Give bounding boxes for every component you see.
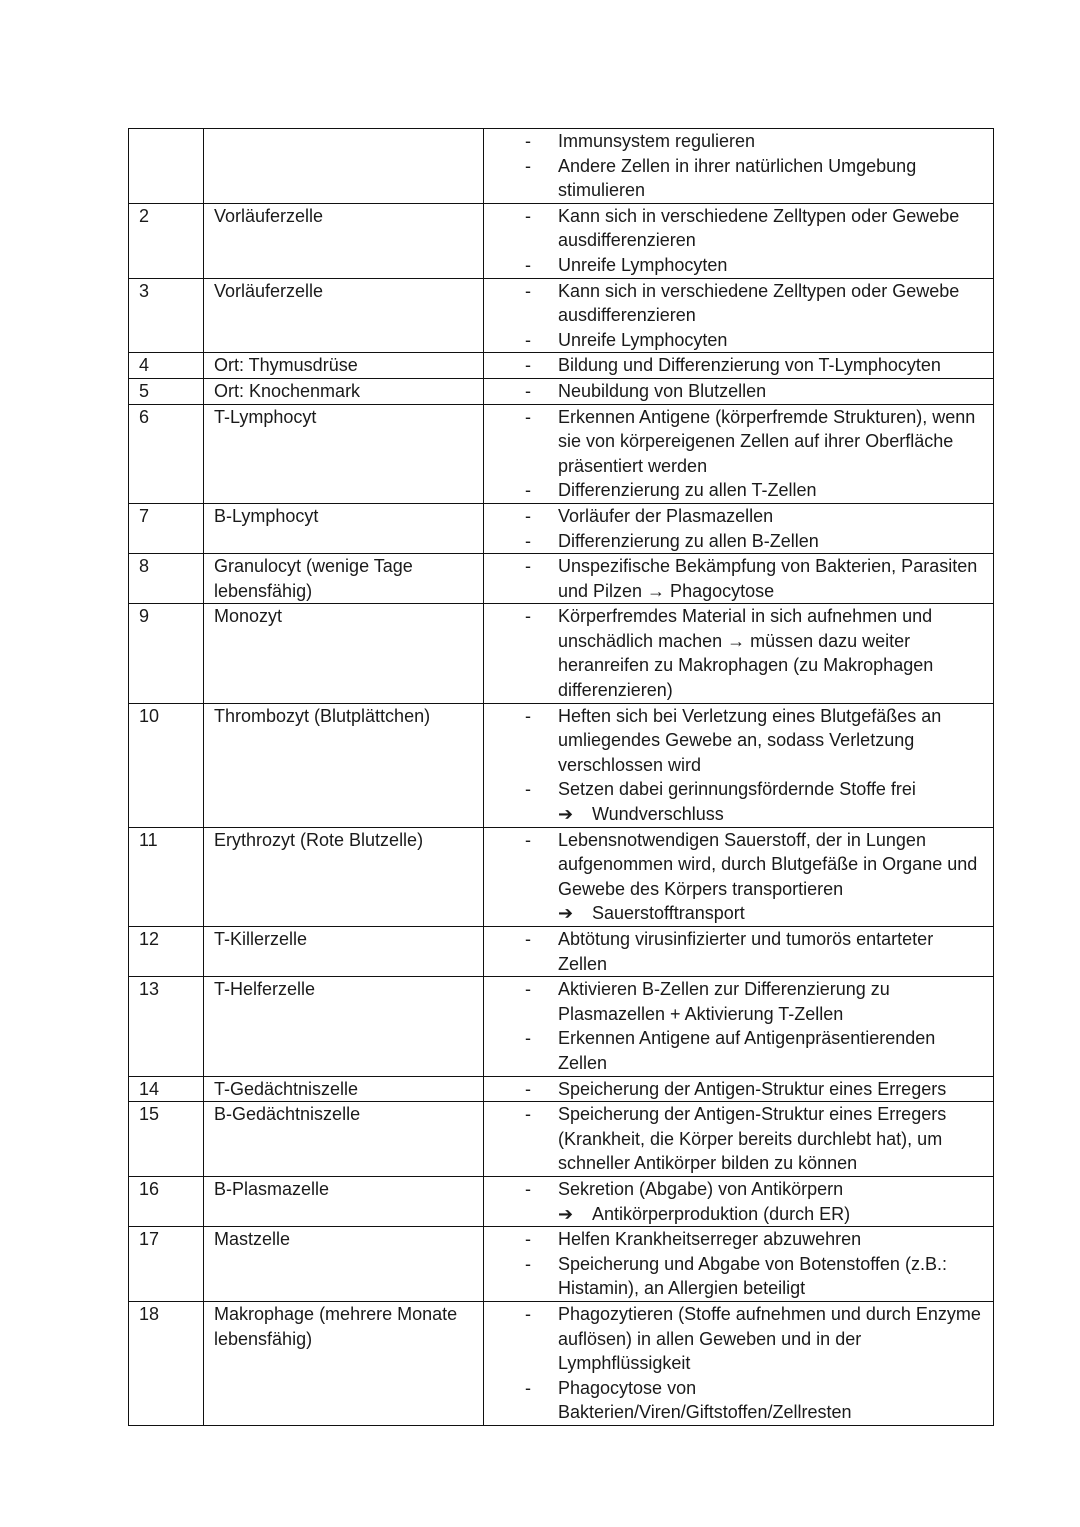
- row-number: 6: [129, 404, 204, 503]
- dash-bullet-icon: -: [525, 329, 531, 350]
- dash-bullet-icon: -: [525, 205, 531, 226]
- bullet-item: [484, 828, 993, 902]
- dash-bullet-icon: -: [525, 355, 531, 376]
- bullet-text: Kann sich in verschiedene Zelltypen oder Gewebe ausdifferenzieren: [558, 205, 960, 251]
- dash-bullet-icon: -: [525, 606, 531, 627]
- indent-spacer: [484, 1202, 558, 1227]
- row-number: 9: [129, 604, 204, 703]
- row-number: 8: [129, 554, 204, 604]
- cell-description: [484, 353, 994, 379]
- dash-bullet-icon: -: [525, 380, 531, 401]
- bullet-item: [484, 279, 993, 328]
- cell-name: Vorläuferzelle: [204, 278, 484, 353]
- cell-name: Granulocyt (wenige Tage lebensfähig): [204, 554, 484, 604]
- cell-description: [484, 554, 994, 604]
- cell-name: Erythrozyt (Rote Blutzelle): [204, 827, 484, 926]
- bullet-text: Unreife Lymphocyten: [558, 329, 728, 350]
- bullet-text: Setzen dabei gerinnungsfördernde Stoffe frei: [558, 779, 916, 800]
- bullet-text: Speicherung der Antigen-Struktur eines Erregers (Krankheit, die Körper bereits durchlebt hat), um schneller Antikörper bilden zu können: [558, 1104, 947, 1174]
- cell-name: Ort: Knochenmark: [204, 378, 484, 404]
- cell-name: Mastzelle: [204, 1227, 484, 1302]
- dash-bullet-icon: -: [525, 1303, 531, 1324]
- bullet-text: Speicherung und Abgabe von Botenstoffen (z.B.: Histamin), an Allergien beteiligt: [558, 1253, 947, 1299]
- bullet-text: Erkennen Antigene auf Antigenpräsentierenden Zellen: [558, 1028, 936, 1073]
- bullet-item: [484, 927, 993, 976]
- cell-name: B-Lymphocyt: [204, 503, 484, 553]
- bullet-item: [484, 1077, 993, 1102]
- cell-name: [204, 129, 484, 204]
- dash-bullet-icon: -: [525, 280, 531, 301]
- bullet-text: Heften sich bei Verletzung eines Blutgefäßes an umliegendes Gewebe an, sodass Verletzung verschlossen wird: [558, 705, 942, 775]
- dash-bullet-icon: -: [525, 705, 531, 726]
- cell-name: Vorläuferzelle: [204, 203, 484, 278]
- bullet-item: [484, 1102, 993, 1176]
- bullet-text: Vorläufer der Plasmazellen: [558, 505, 774, 526]
- table-row: [129, 554, 994, 604]
- row-number: 11: [129, 827, 204, 926]
- cell-description: [484, 827, 994, 926]
- table-row: [129, 1227, 994, 1302]
- bullet-item: [484, 777, 993, 802]
- table-row: [129, 278, 994, 353]
- bullet-text: Differenzierung zu allen T-Zellen: [558, 480, 817, 501]
- dash-bullet-icon: -: [525, 406, 531, 427]
- cell-description: [484, 1227, 994, 1302]
- bullet-item: [484, 129, 993, 154]
- table-row: [129, 1102, 994, 1177]
- dash-bullet-icon: -: [525, 254, 531, 275]
- table-row: [129, 604, 994, 703]
- table-row: [129, 203, 994, 278]
- bullet-text: Speicherung der Antigen-Struktur eines Erregers: [558, 1078, 947, 1099]
- cell-name: T-Killerzelle: [204, 927, 484, 977]
- bullet-text: Neubildung von Blutzellen: [558, 380, 767, 401]
- bullet-item: [484, 504, 993, 529]
- row-number: 12: [129, 927, 204, 977]
- arrow-right-icon: ➔: [558, 903, 574, 924]
- row-number: 2: [129, 203, 204, 278]
- cell-description: [484, 129, 994, 204]
- row-number: 17: [129, 1227, 204, 1302]
- cell-description: [484, 378, 994, 404]
- table-row: [129, 1176, 994, 1226]
- arrow-right-icon: ➔: [558, 1203, 574, 1224]
- cell-description: [484, 503, 994, 553]
- bullet-item: [484, 1376, 993, 1425]
- dash-bullet-icon: -: [525, 779, 531, 800]
- cell-name: B-Gedächtniszelle: [204, 1102, 484, 1177]
- row-number: 18: [129, 1301, 204, 1425]
- cell-description: [484, 203, 994, 278]
- dash-bullet-icon: -: [525, 1377, 531, 1398]
- bullet-text: Differenzierung zu allen B-Zellen: [558, 530, 819, 551]
- bullet-item: [484, 253, 993, 278]
- bullet-text: Bildung und Differenzierung von T-Lymphocyten: [558, 355, 941, 376]
- bullet-text: Helfen Krankheitserreger abzuwehren: [558, 1229, 862, 1250]
- cell-description: [484, 1301, 994, 1425]
- bullet-item: [484, 478, 993, 503]
- dash-bullet-icon: -: [525, 829, 531, 850]
- bullet-item: [484, 328, 993, 353]
- table-row: [129, 977, 994, 1076]
- cell-description: [484, 1176, 994, 1226]
- table-row: [129, 827, 994, 926]
- row-number: 13: [129, 977, 204, 1076]
- cell-name: T-Helferzelle: [204, 977, 484, 1076]
- bullet-item: [484, 604, 993, 702]
- row-number: 4: [129, 353, 204, 379]
- dash-bullet-icon: -: [525, 979, 531, 1000]
- bullet-item: [484, 1177, 993, 1202]
- bullet-item: [484, 554, 993, 603]
- bullet-text: Phagozytieren (Stoffe aufnehmen und durch Enzyme auflösen) in allen Geweben und in der Lymphflüssigkeit: [558, 1303, 981, 1374]
- dash-bullet-icon: -: [525, 530, 531, 551]
- cell-description: [484, 977, 994, 1076]
- bullet-text: Sekretion (Abgabe) von Antikörpern: [558, 1178, 844, 1199]
- row-number: [129, 129, 204, 204]
- cell-name: Monozyt: [204, 604, 484, 703]
- table-row: [129, 404, 994, 503]
- table-body: [129, 129, 994, 1426]
- result-line: [484, 802, 993, 827]
- row-number: 14: [129, 1076, 204, 1102]
- bullet-item: [484, 204, 993, 253]
- cell-description: [484, 404, 994, 503]
- table-row: [129, 378, 994, 404]
- dash-bullet-icon: -: [525, 1078, 531, 1099]
- row-number: 3: [129, 278, 204, 353]
- bullet-item: [484, 1252, 993, 1301]
- table-row: [129, 1301, 994, 1425]
- result-line: [484, 901, 993, 926]
- result-text: Antikörperproduktion (durch ER): [592, 1203, 851, 1224]
- bullet-item: [484, 1026, 993, 1075]
- arrow-right-icon: ➔: [558, 804, 574, 825]
- bullet-text: Lebensnotwendigen Sauerstoff, der in Lungen aufgenommen wird, durch Blutgefäße in Organe und Gewebe des Körpers transportieren: [558, 829, 978, 899]
- dash-bullet-icon: -: [525, 480, 531, 501]
- result-text: Wundverschluss: [592, 804, 724, 825]
- cell-name: B-Plasmazelle: [204, 1176, 484, 1226]
- row-number: 16: [129, 1176, 204, 1226]
- dash-bullet-icon: -: [525, 929, 531, 949]
- bullet-text: Immunsystem regulieren: [558, 131, 756, 151]
- row-number: 7: [129, 503, 204, 553]
- cell-name: T-Lymphocyt: [204, 404, 484, 503]
- table-row: [129, 353, 994, 379]
- row-number: 5: [129, 378, 204, 404]
- cell-description: [484, 278, 994, 353]
- cell-name: Thrombozyt (Blutplättchen): [204, 703, 484, 827]
- dash-bullet-icon: -: [525, 1253, 531, 1274]
- bullet-item: [484, 353, 993, 378]
- bullet-text: Abtötung virusinfizierter und tumorös entarteter Zellen: [558, 929, 934, 974]
- cell-name: T-Gedächtniszelle: [204, 1076, 484, 1102]
- dash-bullet-icon: -: [525, 505, 531, 526]
- bullet-text: Phagocytose von Bakterien/Viren/Giftstoffen/Zellresten: [558, 1377, 852, 1423]
- table-row: [129, 129, 994, 204]
- bullet-item: [484, 529, 993, 554]
- row-number: 10: [129, 703, 204, 827]
- dash-bullet-icon: -: [525, 1104, 531, 1125]
- cell-name: Makrophage (mehrere Monate lebensfähig): [204, 1301, 484, 1425]
- bullet-text: Körperfremdes Material in sich aufnehmen und unschädlich machen → müssen dazu weiter heranreifen zu Makrophagen (zu Makrophagen differenzieren): [558, 606, 934, 701]
- result-text: Sauerstofftransport: [592, 903, 745, 924]
- table-row: [129, 503, 994, 553]
- bullet-item: [484, 154, 993, 203]
- bullet-item: [484, 405, 993, 479]
- dash-bullet-icon: -: [525, 1229, 531, 1250]
- indent-spacer: [484, 802, 558, 827]
- bullet-text: Erkennen Antigene (körperfremde Strukturen), wenn sie von körpereigenen Zellen auf ihrer Oberfläche präsentiert werden: [558, 406, 976, 476]
- bullet-item: [484, 1302, 993, 1376]
- cell-description: [484, 1102, 994, 1177]
- bullet-text: Unreife Lymphocyten: [558, 254, 728, 275]
- bullet-item: [484, 1227, 993, 1252]
- cell-table: [128, 128, 994, 1426]
- result-line: [484, 1202, 993, 1227]
- bullet-item: [484, 977, 993, 1026]
- table-row: [129, 703, 994, 827]
- cell-description: [484, 927, 994, 977]
- indent-spacer: [484, 901, 558, 926]
- bullet-item: [484, 379, 993, 404]
- dash-bullet-icon: -: [525, 556, 531, 577]
- bullet-text: Aktivieren B-Zellen zur Differenzierung zu Plasmazellen + Aktivierung T-Zellen: [558, 979, 890, 1024]
- cell-description: [484, 1076, 994, 1102]
- table-row: [129, 1076, 994, 1102]
- bullet-text: Andere Zellen in ihrer natürlichen Umgebung stimulieren: [558, 155, 917, 201]
- dash-bullet-icon: -: [525, 155, 531, 176]
- cell-name: Ort: Thymusdrüse: [204, 353, 484, 379]
- bullet-text: Unspezifische Bekämpfung von Bakterien, Parasiten und Pilzen → Phagocytose: [558, 556, 978, 601]
- dash-bullet-icon: -: [525, 1178, 531, 1199]
- bullet-item: [484, 704, 993, 778]
- dash-bullet-icon: -: [525, 131, 531, 151]
- cell-description: [484, 703, 994, 827]
- table-row: [129, 927, 994, 977]
- dash-bullet-icon: -: [525, 1028, 531, 1049]
- bullet-text: Kann sich in verschiedene Zelltypen oder Gewebe ausdifferenzieren: [558, 280, 960, 326]
- row-number: 15: [129, 1102, 204, 1177]
- cell-description: [484, 604, 994, 703]
